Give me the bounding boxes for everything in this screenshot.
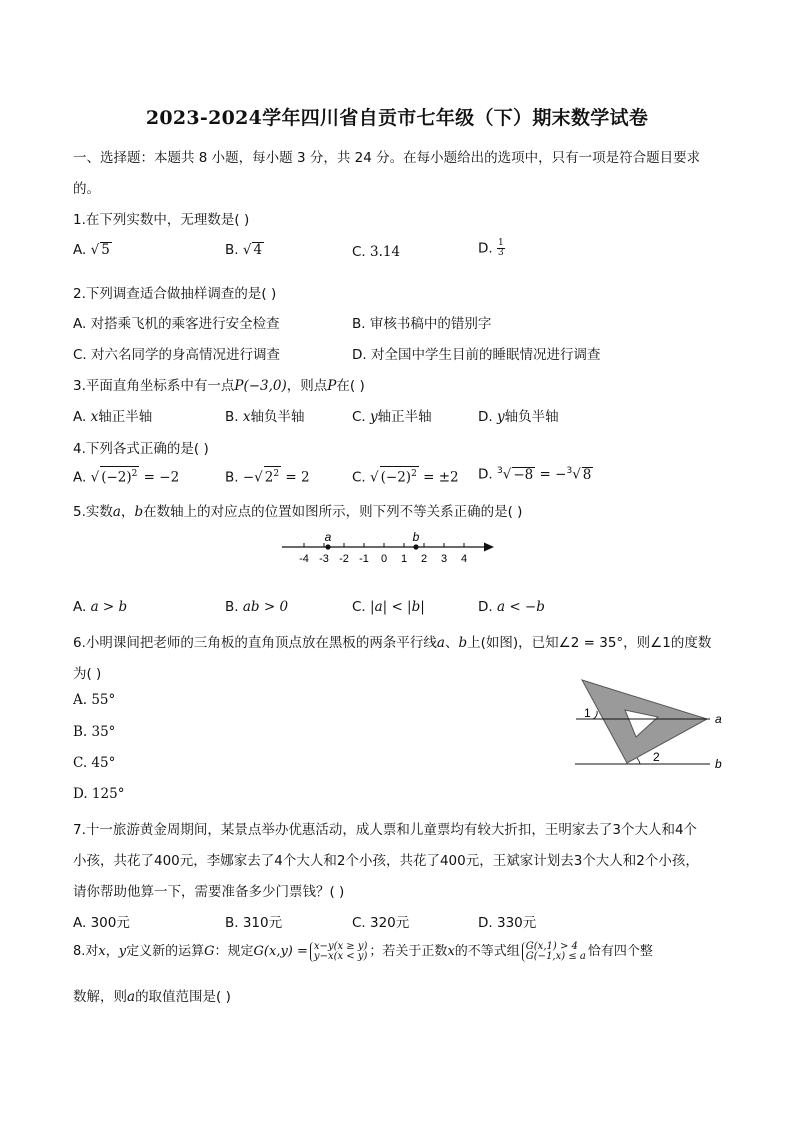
q6-option-a: A. 55° — [73, 692, 116, 708]
q4-option-d: D. $^3$√ −8 = −$^3$√ 8 — [478, 466, 592, 483]
q4-stem: 4.下列各式正确的是( ) — [73, 441, 209, 457]
q7-stem-line3: 请你帮助他算一下，需要准备多少门票钱？( ) — [73, 884, 345, 900]
number-line-tick-label: 1 — [400, 553, 408, 565]
q1-option-b: B. √ 4 — [225, 242, 263, 258]
q7-stem-line1: 7.十一旅游黄金周期间，某景点举办优惠活动，成人票和儿童票均有较大折扣，王明家去了3个大人和4个 — [73, 822, 698, 838]
q2-stem: 2.下列调查适合做抽样调查的是( ) — [73, 286, 277, 302]
q5-option-c: C. |a| < |b| — [352, 599, 425, 615]
number-line-tick-label: -4 — [299, 553, 309, 565]
q7-option-d: D. 330元 — [478, 915, 537, 931]
number-line-tick-label: 3 — [440, 553, 448, 565]
fraction: $\frac{1}{3}$ — [497, 238, 504, 258]
q7-option-b: B. 310元 — [225, 915, 283, 931]
q7-stem-line2: 小孩，共花了400元，李娜家去了4个大人和2个小孩，共花了400元，王斌家计划去3个大人和2个小孩， — [73, 853, 699, 869]
number-line-tick-label: 4 — [460, 553, 468, 565]
q6-stem-line1: 6.小明课间把老师的三角板的直角顶点放在黑板的两条平行线a、b上(如图)，已知∠2 = 35°，则∠1的度数 — [73, 635, 712, 651]
inequality-system-brace: G(x,1) > 4 G(−1,x) ≤ a — [522, 942, 586, 962]
q1-option-a: A. √ 5 — [73, 242, 110, 258]
q4-option-c: C. √ $(-2)^2 = \pm 2$ — [352, 466, 459, 486]
q5-option-d: D. a < −b — [478, 599, 545, 615]
q4-option-b: B. −√ $2^2 = 2$ — [225, 466, 310, 486]
q6-stem-line2: 为( ) — [73, 666, 102, 682]
triangle-ruler-shape — [582, 680, 707, 763]
q3-option-c: C. y轴正半轴 — [352, 409, 432, 425]
angle-2-arc — [637, 758, 640, 764]
point-a-label: a — [324, 530, 332, 544]
q5-option-a: A. a > b — [73, 599, 128, 615]
q5-option-b: B. ab > 0 — [225, 599, 289, 615]
number-line-figure — [280, 528, 500, 570]
q8-stem-line1: 8.对x，y定义新的运算G：规定G(x,y) = x−y(x ≥ y) y−x(x < y) ；若关于正数x的不等式组 G(x,1) > 4 G(−1,x) ≤ a 恰有四个整 — [73, 940, 653, 962]
number-line-tick-label: -1 — [359, 553, 369, 565]
q6-option-c: C. 45° — [73, 755, 116, 771]
q3-option-d: D. y轴负半轴 — [478, 409, 559, 425]
piecewise-brace: x−y(x ≥ y) y−x(x < y) — [310, 942, 368, 962]
angle-2-label: 2 — [653, 750, 660, 764]
q2-option-c: C. 对六名同学的身高情况进行调查 — [73, 347, 281, 363]
number-line-tick-label: -2 — [339, 553, 349, 565]
angle-1-label: 1 — [584, 706, 591, 720]
q5-stem: 5.实数a，b在数轴上的对应点的位置如图所示，则下列不等关系正确的是( ) — [73, 504, 523, 520]
q8-stem-line2: 数解，则a的取值范围是( ) — [73, 989, 231, 1005]
triangle-ruler-figure — [570, 676, 735, 776]
q6-option-b: B. 35° — [73, 724, 116, 740]
q3-option-a: A. x轴正半轴 — [73, 409, 153, 425]
axis-arrow-icon — [484, 543, 494, 552]
point-b-label: b — [412, 530, 420, 544]
q6-option-d: D. 125° — [73, 786, 125, 802]
line-a-label: a — [715, 712, 722, 726]
q7-option-c: C. 320元 — [352, 915, 410, 931]
number-line-tick-label: 2 — [420, 553, 428, 565]
q7-option-a: A. 300元 — [73, 915, 130, 931]
point-a-dot — [325, 544, 330, 549]
section-instructions-line2: 的。 — [73, 181, 100, 197]
q2-option-d: D. 对全国中学生目前的睡眠情况进行调查 — [352, 347, 601, 363]
q1-stem: 1.在下列实数中，无理数是( ) — [73, 212, 250, 228]
q1-option-c: C. 3.14 — [352, 244, 401, 260]
q2-option-a: A. 对搭乘飞机的乘客进行安全检查 — [73, 316, 280, 332]
line-b-label: b — [715, 757, 722, 771]
number-line-tick-label: 0 — [380, 553, 388, 565]
exam-title: 2023-2024学年四川省自贡市七年级（下）期末数学试卷 — [145, 107, 649, 129]
q2-option-b: B. 审核书稿中的错别字 — [352, 316, 492, 332]
q1-option-d: D. $\frac{1}{3}$ — [478, 238, 504, 258]
q4-option-a: A. √ $(-2)^2 = -2$ — [73, 466, 179, 486]
q3-option-b: B. x轴负半轴 — [225, 409, 305, 425]
point-b-dot — [413, 544, 418, 549]
section-instructions-line1: 一、选择题：本题共 8 小题，每小题 3 分，共 24 分。在每小题给出的选项中，只有一项是符合题目要求 — [73, 150, 701, 166]
q3-stem: 3.平面直角坐标系中有一点P(−3,0)，则点P在( ) — [73, 378, 365, 394]
number-line-tick-label: -3 — [319, 553, 329, 565]
angle-1-arc — [593, 711, 597, 719]
